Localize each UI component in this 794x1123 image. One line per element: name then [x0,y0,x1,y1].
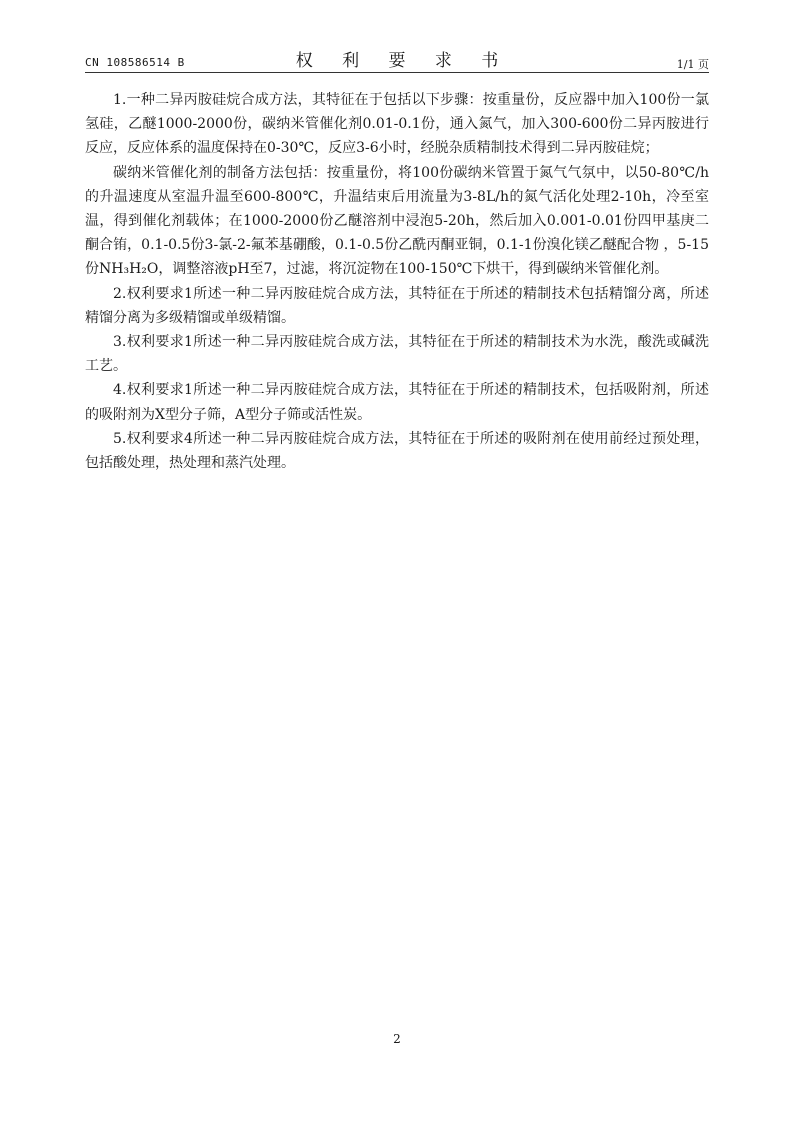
header-divider [85,72,709,73]
claims-body [85,88,709,475]
page-header [85,44,709,72]
claim-4: 4.权利要求1所述一种二异丙胺硅烷合成方法，其特征在于所述的精制技术，包括吸附剂，所述的吸附剂为X型分子筛，A型分子筛或活性炭。 [85,382,709,423]
claim-1: 1.一种二异丙胺硅烷合成方法，其特征在于包括以下步骤：按重量份，反应器中加入100份一氯氢硅，乙醚1000-2000份，碳纳米管催化剂0.01-0.1份，通入氮气，加入300-600份二异丙胺进行反应，反应体系的温度保持在0-30℃，反应3-6小时，经脱杂质精制技术得到二异丙胺硅烷； [85,92,709,157]
document-title: 权 利 要 求 书 [295,51,511,71]
page-indicator: 1/1 页 [676,58,709,71]
claim-2: 2.权利要求1所述一种二异丙胺硅烷合成方法，其特征在于所述的精制技术包括精馏分离，所述精馏分离为多级精馏或单级精馏。 [85,285,709,326]
patent-number: CN 108586514 B [85,56,185,69]
page-number: 2 [393,1032,401,1046]
claim-3: 3.权利要求1所述一种二异丙胺硅烷合成方法，其特征在于所述的精制技术为水洗，酸洗或碱洗工艺。 [85,334,709,375]
claim-1-catalyst-preparation: 碳纳米管催化剂的制备方法包括：按重量份，将100份碳纳米管置于氮气气氛中，以50-80℃/h的升温速度从室温升温至600-800℃，升温结束后用流量为3-8L/h的氮气活化处理2-10h，冷至室温，得到催化剂载体；在1000-2000份乙醚溶剂中浸泡5-20h，然后加入0.001-0.01份四甲基庚二酮合铕，0.1-0.5份3-氯-2-氟苯基硼酸，0.1-0.5份乙酰丙酮亚铜，0.1-1份溴化镁乙醚配合物 ，5-15份NH₃H₂O，调整溶液pH至7，过滤，将沉淀物在100-150℃下烘干，得到碳纳米管催化剂。 [85,164,709,278]
claim-5: 5.权利要求4所述一种二异丙胺硅烷合成方法，其特征在于所述的吸附剂在使用前经过预处理，包括酸处理，热处理和蒸汽处理。 [85,430,709,472]
